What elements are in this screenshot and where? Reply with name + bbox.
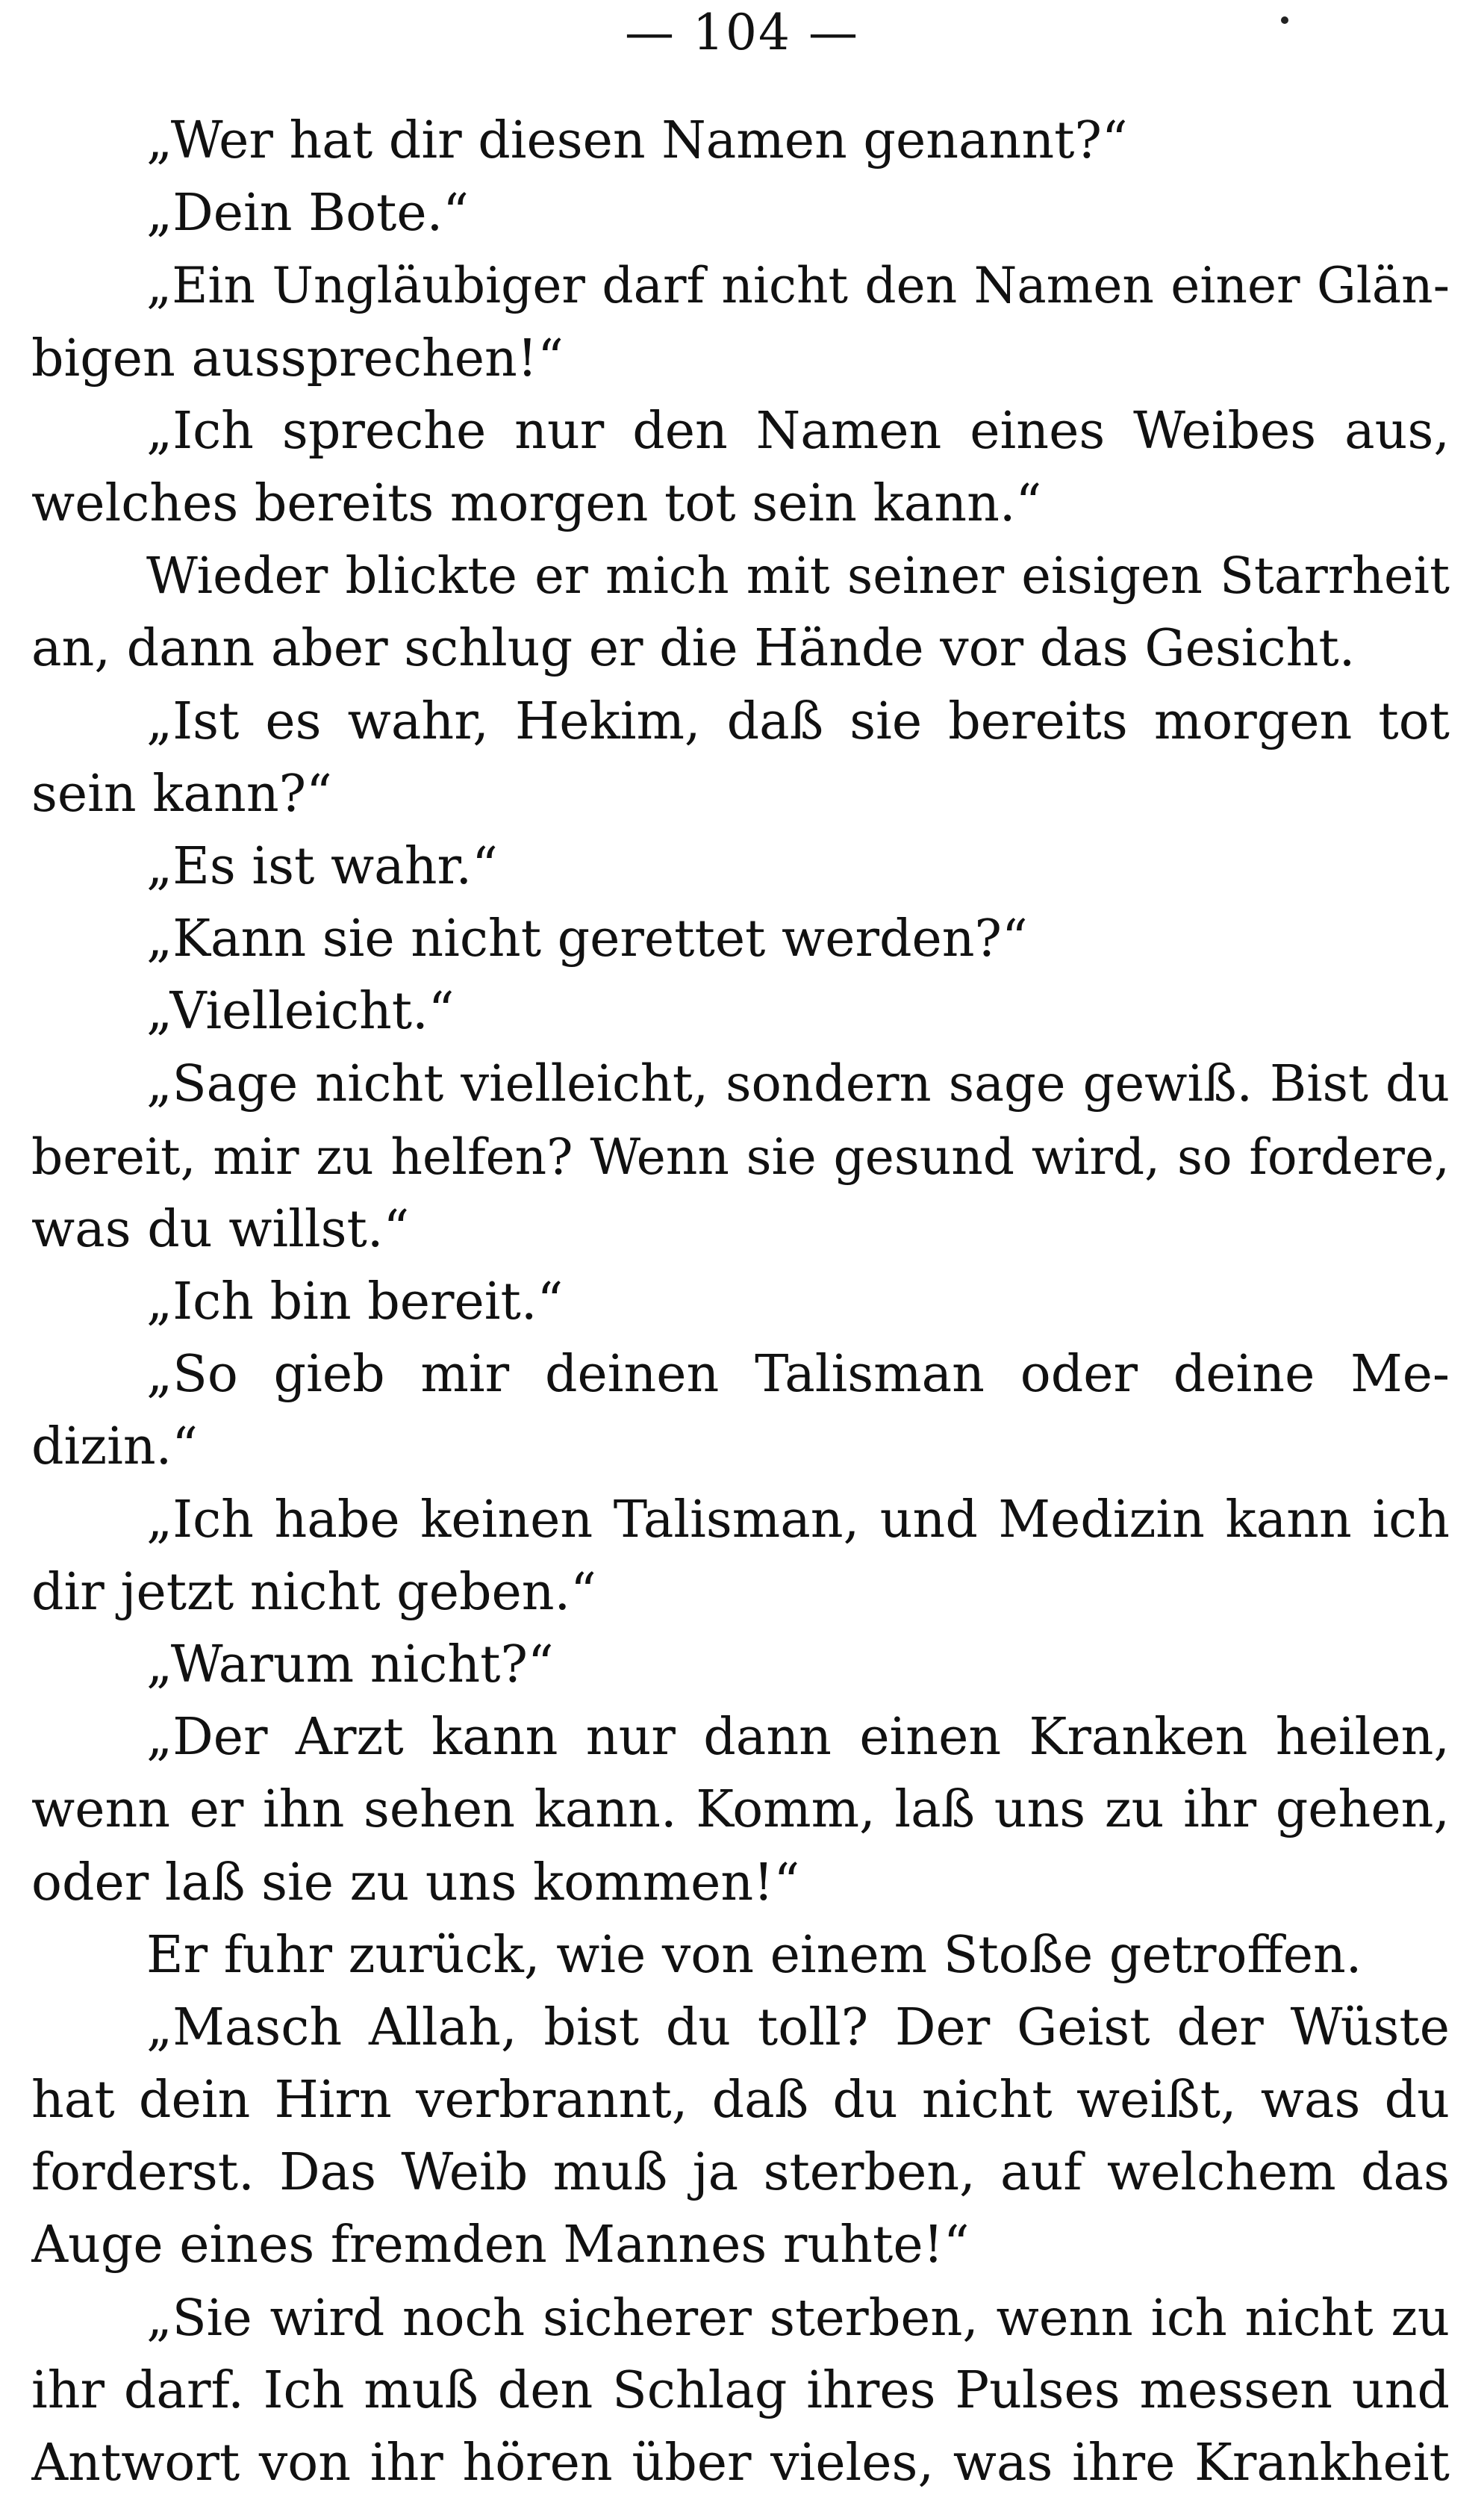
text-line: „Ich bin bereit.“ (146, 1272, 564, 1331)
text-line: „Kann sie nicht gerettet werden?“ (146, 910, 1028, 969)
text-line: oder laß sie zu uns kommen!“ (31, 1853, 800, 1912)
text-line: Er fuhr zurück, wie von einem Stoße getroffen. (146, 1925, 1362, 1985)
text-line: „Warum nicht?“ (146, 1635, 554, 1694)
text-line: wenn er ihn sehen kann. Komm, laß uns zu ihr gehen, (31, 1780, 1450, 1840)
text-line: Wieder blickte er mich mit seiner eisigen Starrheit (146, 547, 1450, 606)
text-line: „So gieb mir deinen Talisman oder deine Me- (146, 1345, 1450, 1405)
text-line: „Dein Bote.“ (146, 184, 470, 243)
text-line: bigen aussprechen!“ (31, 329, 564, 388)
text-line: „Es ist wahr.“ (146, 836, 498, 896)
text-line: dizin.“ (31, 1417, 199, 1477)
text-line: hat dein Hirn verbrannt, daß du nicht weißt, was du (31, 2071, 1450, 2130)
text-line: welches bereits morgen tot sein kann.“ (31, 473, 1042, 533)
text-line: forderst. Das Weib muß ja sterben, auf welchem das (31, 2143, 1450, 2203)
text-line: bereit, mir zu helfen? Wenn sie gesund wird, so fordere, (31, 1128, 1450, 1186)
text-line: dir jetzt nicht geben.“ (31, 1562, 596, 1622)
text-line: „Wer hat dir diesen Namen genannt?“ (146, 111, 1128, 170)
text-line: „Vielleicht.“ (146, 982, 455, 1042)
page-header (0, 0, 1484, 75)
text-line: „Ich spreche nur den Namen eines Weibes aus, (146, 401, 1450, 461)
text-line: ihr darf. Ich muß den Schlag ihres Pulses messen und (31, 2360, 1450, 2420)
text-line: Antwort von ihr hören über vieles, was ihre Krankheit (31, 2434, 1450, 2493)
text-line: „Ein Ungläubiger darf nicht den Namen einer Glän- (146, 257, 1450, 315)
text-line: „Sie wird noch sicherer sterben, wenn ich nicht zu (146, 2288, 1450, 2347)
text-line: sein kann?“ (31, 764, 332, 824)
text-line: was du willst.“ (31, 1199, 410, 1259)
text-line: „Ist es wahr, Hekim, daß sie bereits morgen tot (146, 691, 1450, 751)
print-speck (1281, 16, 1288, 24)
text-line: „Sage nicht vielleicht, sondern sage gewiß. Bist du (146, 1054, 1450, 1113)
text-line: „Ich habe keinen Talisman, und Medizin kann ich (146, 1490, 1450, 1549)
text-line: Auge eines fremden Mannes ruhte!“ (31, 2216, 970, 2275)
text-line: an, dann aber schlug er die Hände vor das Gesicht. (31, 619, 1356, 679)
text-line: „Masch Allah, bist du toll? Der Geist der Wüste (146, 1998, 1450, 2057)
body-text (31, 105, 1450, 2499)
text-line: „Der Arzt kann nur dann einen Kranken heilen, (146, 1708, 1450, 1768)
page-number: — 104 — (625, 4, 859, 61)
